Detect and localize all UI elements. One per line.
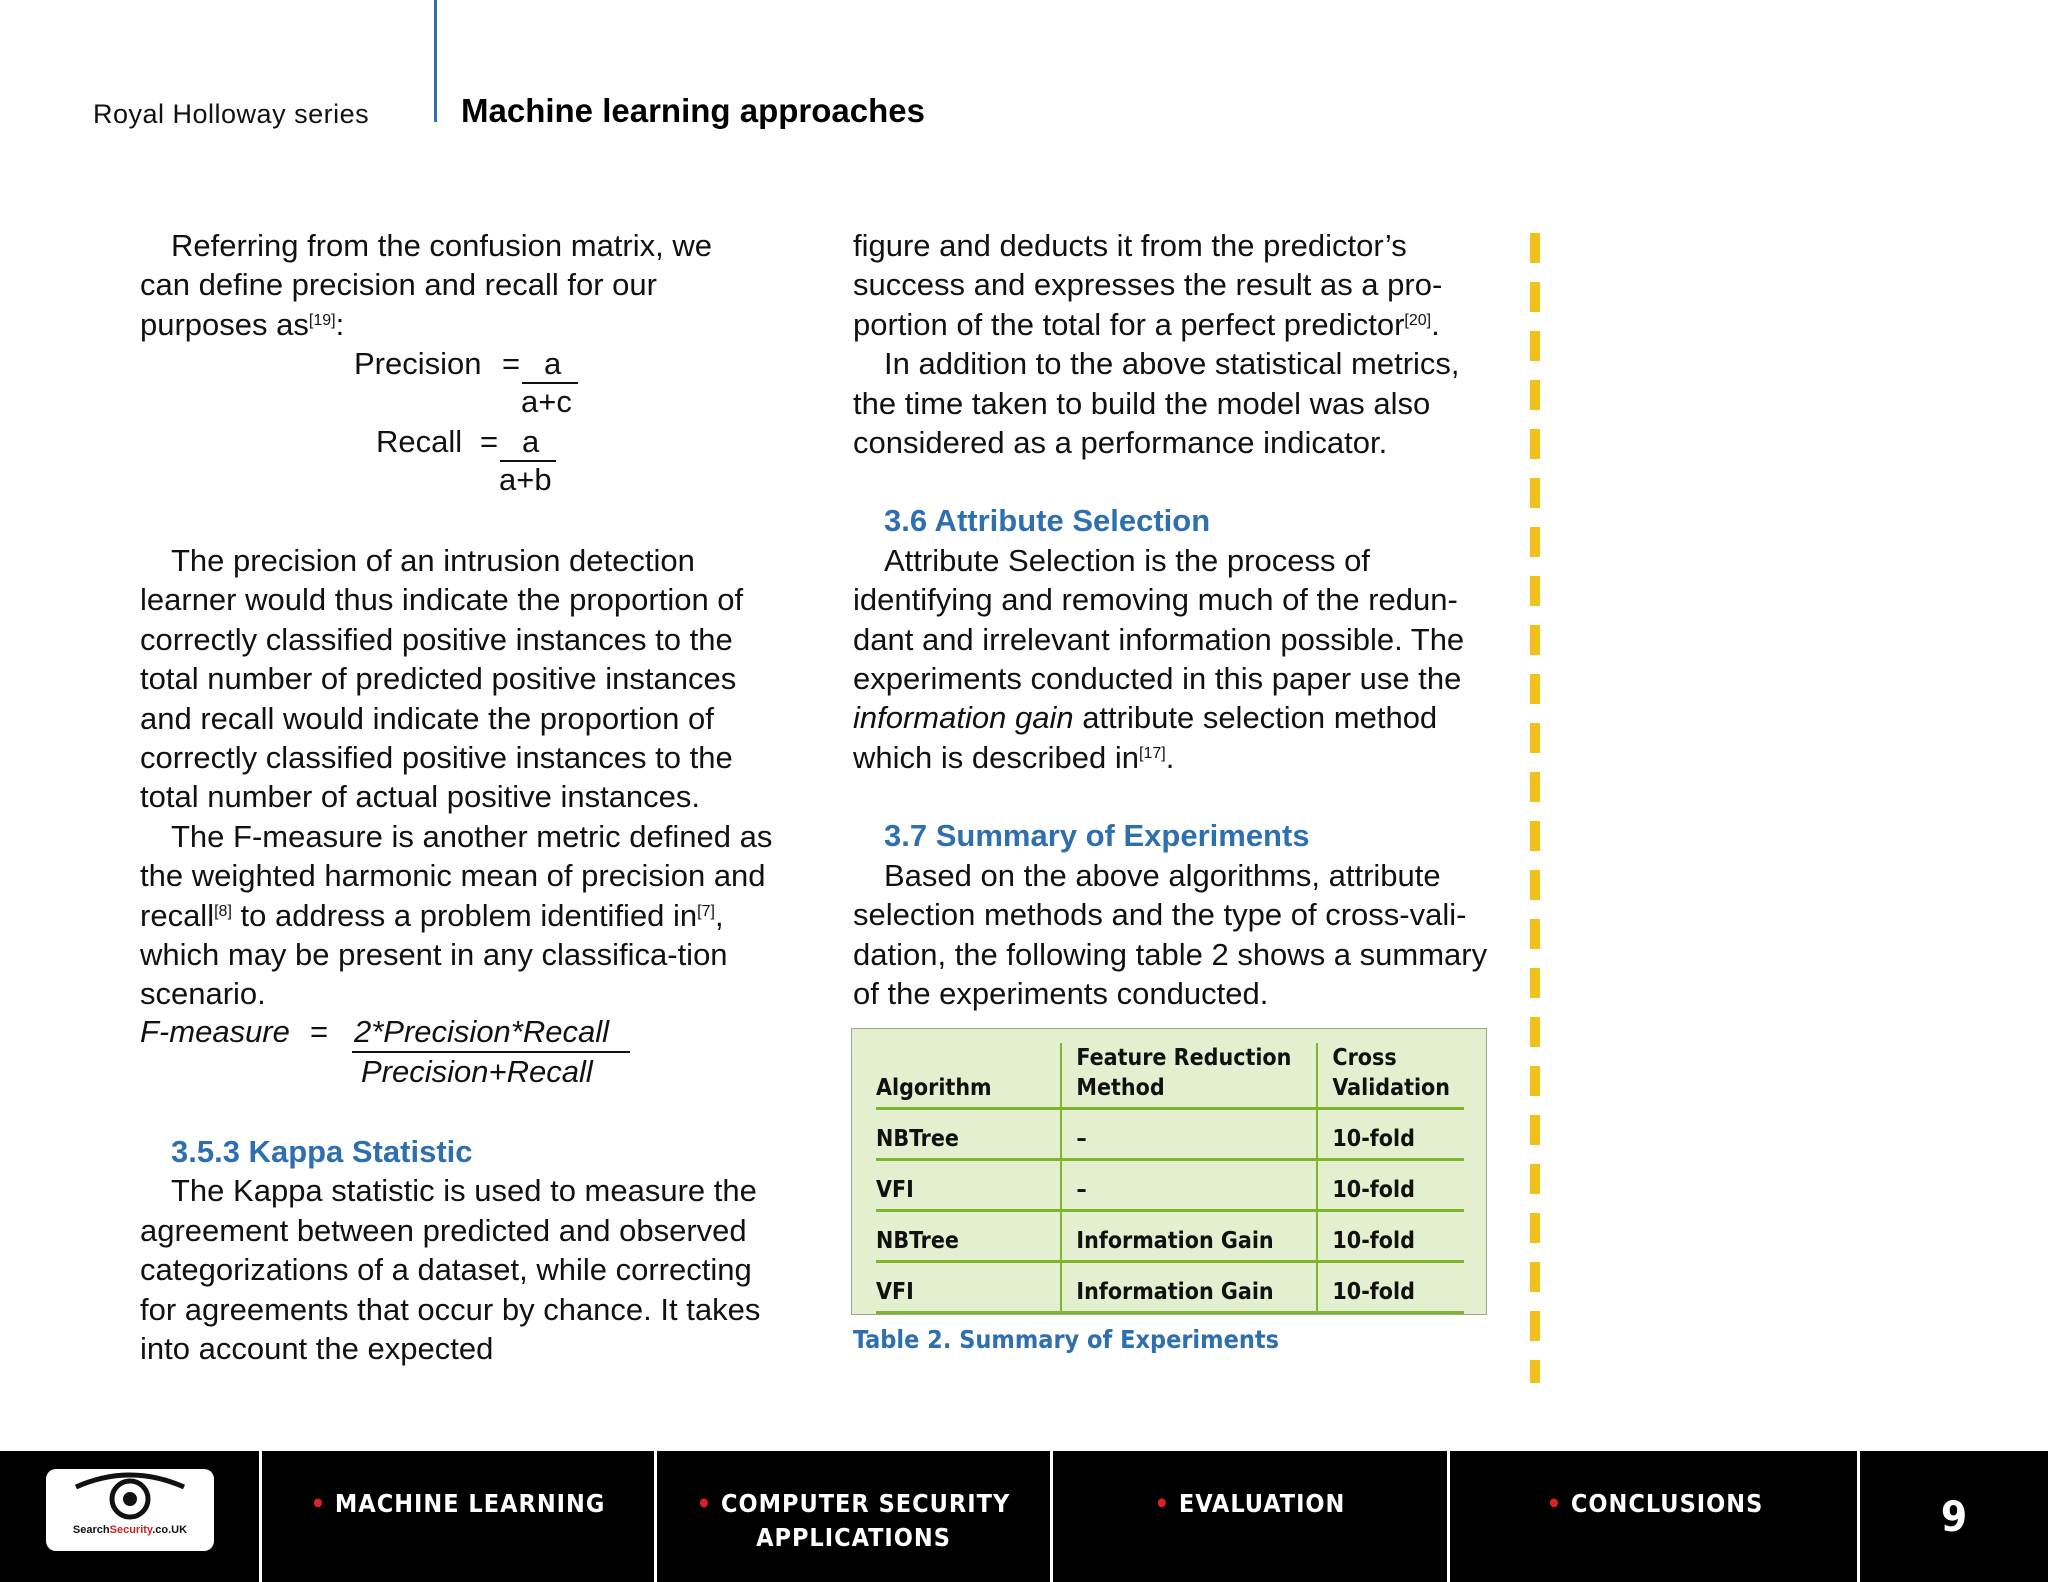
bullet-icon: • xyxy=(310,1489,327,1518)
table-caption: Table 2. Summary of Experiments xyxy=(853,1325,1279,1354)
searchsecurity-logo[interactable] xyxy=(46,1469,214,1551)
left-intro xyxy=(140,226,780,344)
fmeasure-label: F-measure xyxy=(140,1014,290,1049)
table-cell: 10-fold xyxy=(1317,1160,1464,1211)
table-cell: NBTree xyxy=(876,1109,1061,1160)
table-row xyxy=(876,1160,1464,1211)
paragraph: Attribute Selection is the process of identifying and removing much of the redun-dant and irrelevant information possible. The experiments conducted in this paper use the information gain attribute selection method which is described in[17]. xyxy=(853,542,1465,775)
table-header: Feature Reduction Method xyxy=(1061,1043,1317,1109)
kappa-heading: 3.5.3 Kappa Statistic xyxy=(171,1134,473,1169)
nav-evaluation[interactable]: • EVALUATION xyxy=(1050,1451,1447,1582)
table-row xyxy=(876,1262,1464,1313)
left-kappa xyxy=(140,1132,782,1368)
paragraph: Referring from the confusion matrix, we xyxy=(171,228,712,263)
page-number: 9 xyxy=(1940,1492,1968,1541)
table-row xyxy=(876,1211,1464,1262)
bullet-icon: • xyxy=(1546,1489,1563,1518)
recall-numerator: a xyxy=(522,424,540,459)
precision-numerator: a xyxy=(544,346,562,381)
table-header: Algorithm xyxy=(876,1043,1061,1109)
equals-sign: = xyxy=(502,346,521,381)
table-cell: – xyxy=(1061,1160,1317,1211)
experiments-table-box xyxy=(851,1028,1487,1315)
bullet-icon: • xyxy=(696,1489,713,1518)
table-cell: Information Gain xyxy=(1061,1262,1317,1313)
series-label: Royal Holloway series xyxy=(93,99,370,129)
table-cell: VFI xyxy=(876,1160,1061,1211)
bullet-icon: • xyxy=(1154,1489,1171,1518)
recall-label: Recall xyxy=(376,424,463,459)
table-cell: 10-fold xyxy=(1317,1109,1464,1160)
equals-sign: = xyxy=(310,1014,329,1049)
paragraph: can define precision and recall for our xyxy=(140,267,657,303)
left-body xyxy=(140,541,782,1014)
nav-conclusions[interactable]: • CONCLUSIONS xyxy=(1447,1451,1860,1582)
table-header: Cross Validation xyxy=(1317,1043,1464,1109)
paragraph: figure and deducts it from the predictor’s success and expresses the result as a pro-portion of the total for a perfect predictor[20]. xyxy=(853,228,1443,342)
fmeasure-denominator: Precision+Recall xyxy=(361,1054,593,1089)
precision-denominator: a+c xyxy=(521,384,572,419)
table-row xyxy=(876,1109,1464,1160)
eye-icon xyxy=(46,1469,214,1525)
precision-label: Precision xyxy=(354,346,482,381)
table-cell: 10-fold xyxy=(1317,1262,1464,1313)
fraction-bar xyxy=(352,1051,630,1053)
experiments-table xyxy=(876,1043,1464,1314)
logo-wordmark: SearchSecurity.co.UK xyxy=(72,1524,188,1536)
nav-machine-learning[interactable]: • MACHINE LEARNING xyxy=(259,1451,654,1582)
paragraph: The F-measure is another metric defined as the weighted harmonic mean of precision and recall[8] to address a problem identified in[7], which may be present in any classifica-tion scenario. xyxy=(140,818,773,1012)
footer-nav-bar xyxy=(0,1451,2048,1582)
nav-computer-security-applications[interactable]: • COMPUTER SECURITY APPLICATIONS xyxy=(654,1451,1050,1582)
page-title: Machine learning approaches xyxy=(461,92,925,129)
equals-sign: = xyxy=(480,424,499,459)
decorative-dashed-rule xyxy=(1530,233,1540,1383)
paragraph: Based on the above algorithms, attribute selection methods and the type of cross-vali-dation, the following table 2 shows a summary of the experiments conducted. xyxy=(853,857,1488,1011)
table-header-row xyxy=(876,1043,1464,1109)
section-heading-3-7: 3.7 Summary of Experiments xyxy=(884,818,1310,854)
table-cell: – xyxy=(1061,1109,1317,1160)
paragraph: The Kappa statistic is used to measure the agreement between predicted and observed categorizations of a dataset, while correcting for agreements that occur by chance. It takes into account the expected xyxy=(140,1173,761,1367)
section-heading-3-6: 3.6 Attribute Selection xyxy=(884,503,1211,539)
header-divider xyxy=(434,0,437,122)
recall-denominator: a+b xyxy=(499,462,552,497)
table-cell: VFI xyxy=(876,1262,1061,1313)
table-cell: 10-fold xyxy=(1317,1211,1464,1262)
table-cell: NBTree xyxy=(876,1211,1061,1262)
right-body xyxy=(853,226,1493,1013)
paragraph: purposes as[19]: xyxy=(140,306,345,342)
table-cell: Information Gain xyxy=(1061,1211,1317,1262)
paragraph: The precision of an intrusion detection learner would thus indicate the proportion of correctly classified positive instances to the total number of predicted positive instances and recall would indicate the proportion of correctly classified positive instances to the total number of actual positive instances. xyxy=(140,543,744,815)
fmeasure-numerator: 2*Precision*Recall xyxy=(354,1014,610,1049)
paragraph: In addition to the above statistical metrics, the time taken to build the model was also considered as a performance indicator. xyxy=(853,346,1460,461)
